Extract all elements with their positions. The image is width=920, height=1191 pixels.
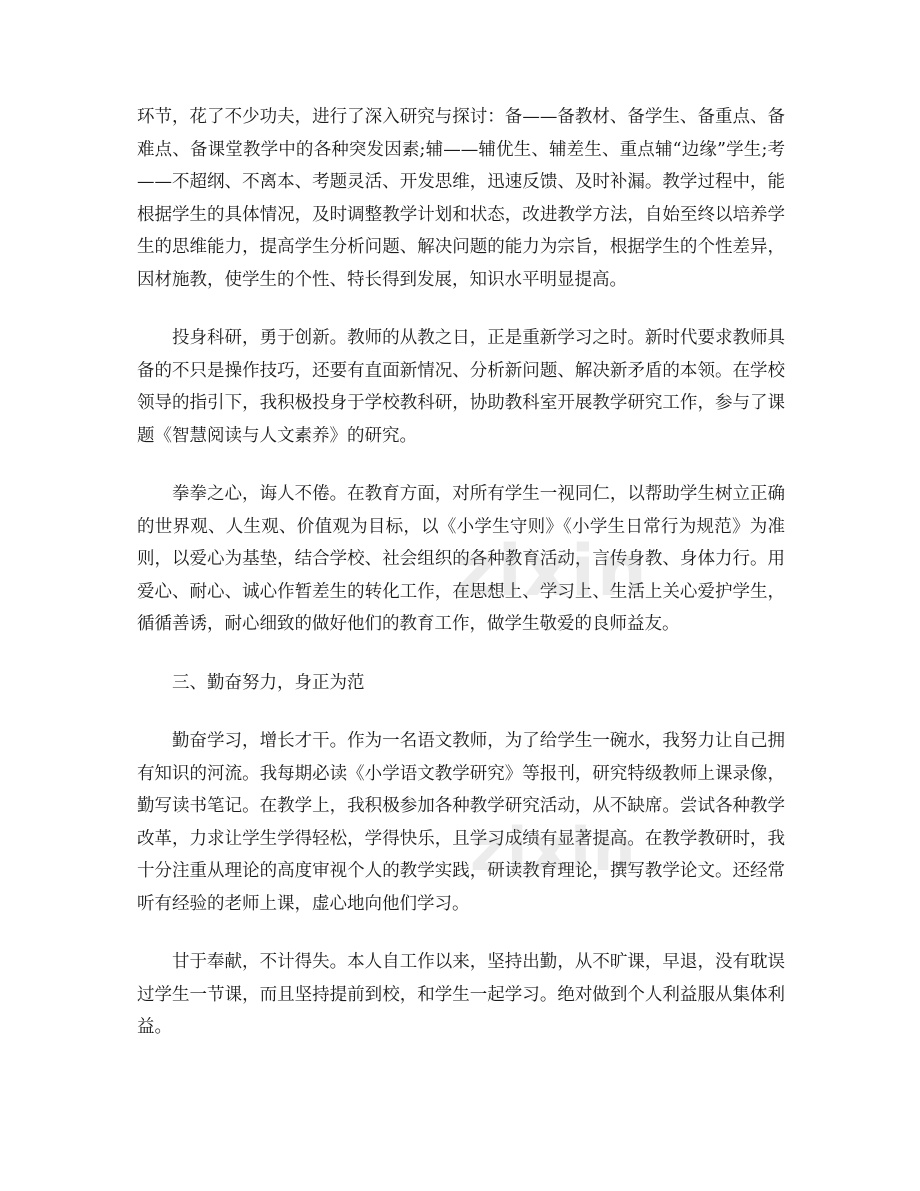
paragraph-research-innovation: 投身科研，勇于创新。教师的从教之日，正是重新学习之时。新时代要求教师具备的不只是操作技巧，还要有直面新情况、分析新问题、解决新矛盾的本领。在学校领导的指引下，我积极投身于学校教科研，协助教科室开展教学研究工作，参与了课题《智慧阅读与人文素养》的研究。 [137, 328, 785, 446]
watermark-logo: zixin [455, 530, 649, 612]
section-heading: 三、勤奋努力，身正为范 [172, 672, 365, 693]
paragraph-caring-education: 拳拳之心，诲人不倦。在教育方面，对所有学生一视同仁，以帮助学生树立正确的世界观、人生观、价值观为目标，以《小学生守则》《小学生日常行为规范》为准则，以爱心为基垫，结合学校、社会组织的各种教育活动，言传身教、身体力行。用爱心、耐心、诚心作暂差生的转化工作，在思想上、学习上、生活上关心爱护学生，循循善诱，耐心细致的做好他们的教育工作，做学生敬爱的良师益友。 [137, 484, 785, 634]
paragraph-teaching-preparation: 环节，花了不少功夫，进行了深入研究与探讨：备——备教材、备学生、备重点、备难点、备课堂教学中的各种突发因素;辅——辅优生、辅差生、重点辅“边缘”学生;考——不超纲、不离本、考题灵活、开发思维，迅速反馈、及时补漏。教学过程中，能根据学生的具体情况，及时调整教学计划和状态，改进教学方法，自始至终以培养学生的思维能力，提高学生分析问题、解决问题的能力为宗旨，根据学生的个性差异，因材施教，使学生的个性、特长得到发展，知识水平明显提高。 [137, 107, 785, 290]
paragraph-dedication: 甘于奉献，不计得失。本人自工作以来，坚持出勤，从不旷课，早退，没有耽误过学生一节课，而且坚持提前到校，和学生一起学习。绝对做到个人利益服从集体利益。 [137, 952, 785, 1037]
document-body [137, 101, 785, 1070]
watermark-logo-lower: zixin [470, 815, 638, 885]
paragraph-diligent-study: 勤奋学习，增长才干。作为一名语文教师，为了给学生一碗水，我努力让自己拥有知识的河流。我每期必读《小学语文教学研究》等报刊，研究特级教师上课录像，勤写读书笔记。在教学上，我积极参加各种教学研究活动，从不缺席。尝试各种教学改革，力求让学生学得轻松，学得快乐，且学习成绩有显著提高。在教学教研时，我十分注重从理论的高度审视个人的教学实践，研读教育理论，撰写教学论文。还经常听有经验的老师上课，虚心地向他们学习。 [137, 731, 785, 914]
